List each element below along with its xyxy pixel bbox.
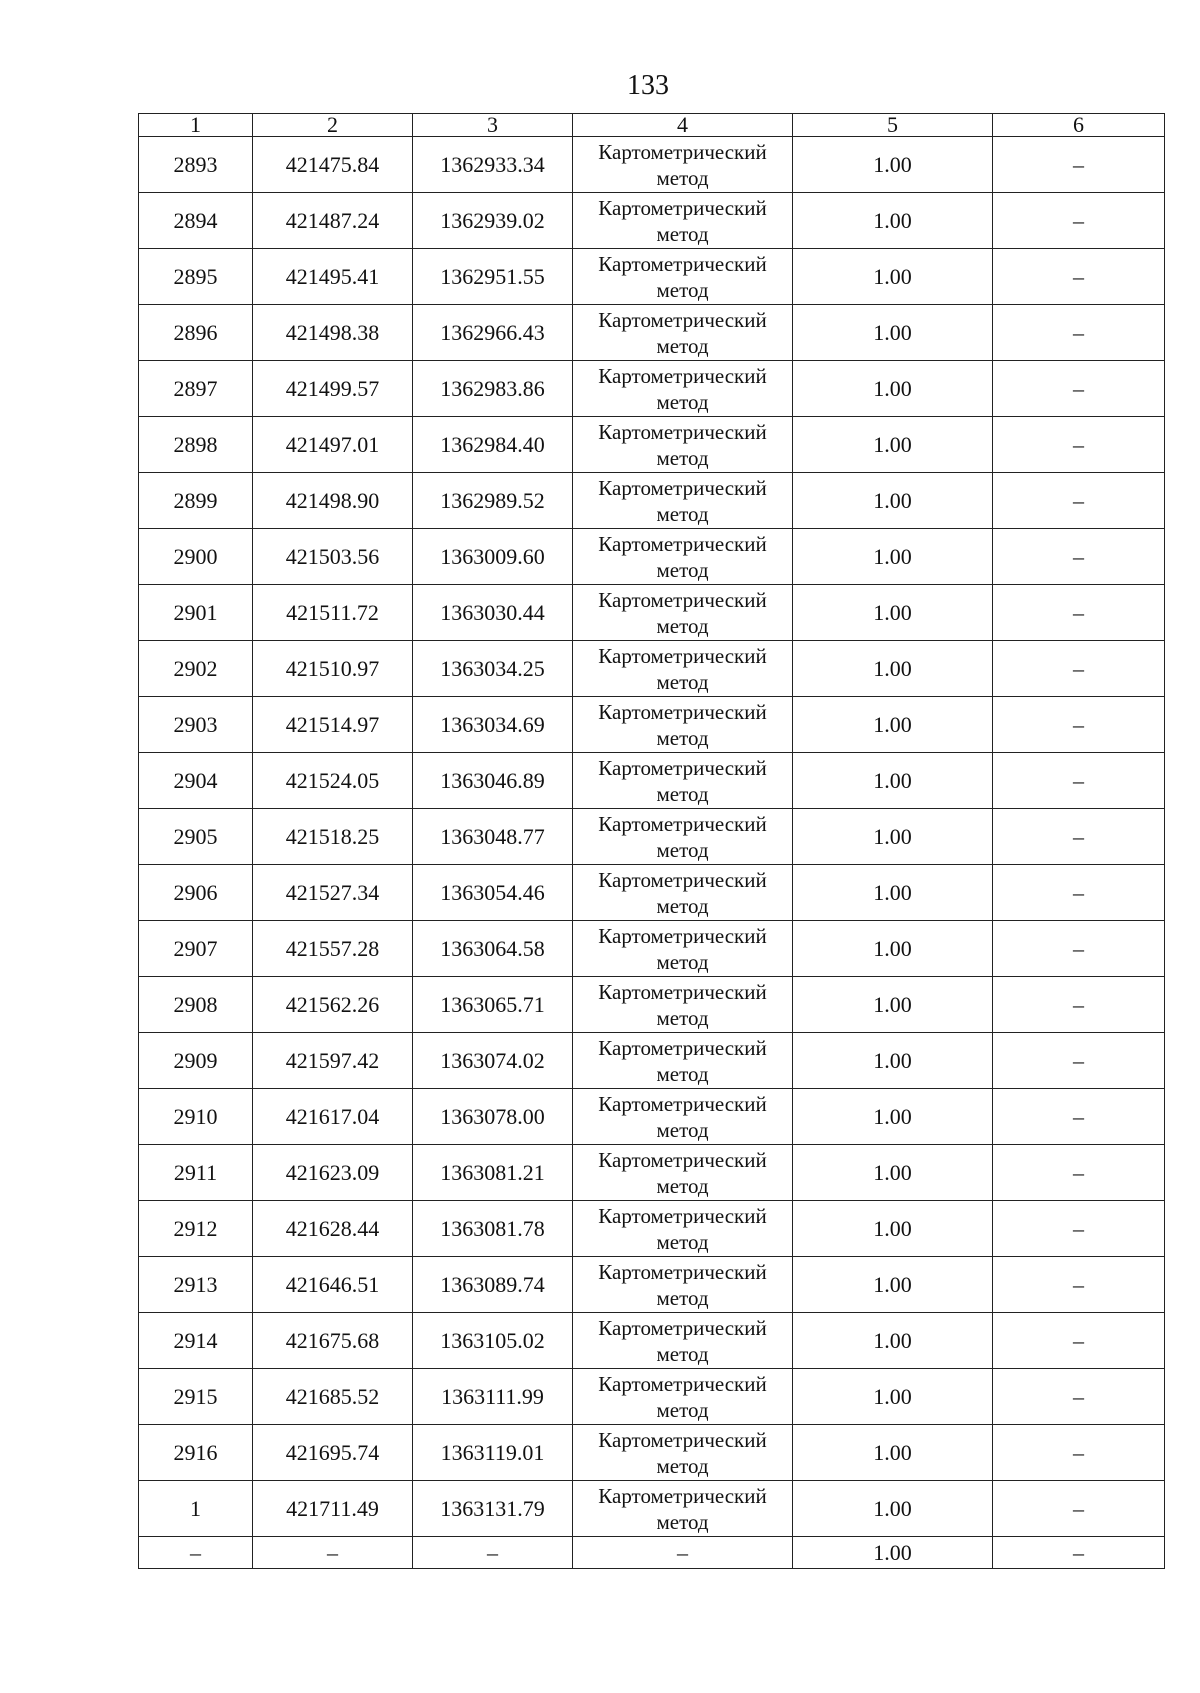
- x-coordinate-cell: 421695.74: [253, 1425, 413, 1481]
- table-row: [139, 249, 1165, 305]
- note-cell: –: [993, 697, 1165, 753]
- method-cell: [573, 1481, 793, 1537]
- x-coordinate-cell: 421514.97: [253, 697, 413, 753]
- note-cell: –: [993, 1425, 1165, 1481]
- x-coordinate-cell: 421557.28: [253, 921, 413, 977]
- point-number-cell: 2905: [139, 809, 253, 865]
- table-row: [139, 585, 1165, 641]
- table-row: [139, 865, 1165, 921]
- point-number-cell: 2915: [139, 1369, 253, 1425]
- y-coordinate-cell: 1363119.01: [413, 1425, 573, 1481]
- table-row: [139, 1033, 1165, 1089]
- y-coordinate-cell: 1363074.02: [413, 1033, 573, 1089]
- note-cell: –: [993, 473, 1165, 529]
- table-row: [139, 1089, 1165, 1145]
- table-row: [139, 137, 1165, 193]
- table-row: [139, 529, 1165, 585]
- x-coordinate-cell: 421562.26: [253, 977, 413, 1033]
- method-line: Картометрический: [598, 755, 767, 780]
- method-line: Картометрический: [598, 867, 767, 892]
- method-line: Картометрический: [598, 1315, 767, 1340]
- method-line: Картометрический: [598, 643, 767, 668]
- y-coordinate-cell: 1363089.74: [413, 1257, 573, 1313]
- table-row: [139, 1145, 1165, 1201]
- note-cell: –: [993, 1201, 1165, 1257]
- y-coordinate-cell: 1362933.34: [413, 137, 573, 193]
- note-cell: –: [993, 753, 1165, 809]
- accuracy-cell: 1.00: [793, 473, 993, 529]
- note-cell: –: [993, 977, 1165, 1033]
- method-line: метод: [656, 893, 709, 918]
- x-coordinate-cell: 421475.84: [253, 137, 413, 193]
- column-header: 1: [139, 114, 253, 137]
- coordinates-table: [138, 113, 1165, 1569]
- method-cell: [573, 865, 793, 921]
- method-cell: [573, 305, 793, 361]
- x-coordinate-cell: 421628.44: [253, 1201, 413, 1257]
- x-coordinate-cell: 421623.09: [253, 1145, 413, 1201]
- accuracy-cell: 1.00: [793, 1033, 993, 1089]
- method-line: метод: [656, 1229, 709, 1254]
- x-coordinate-cell: 421498.90: [253, 473, 413, 529]
- x-coordinate-cell: 421711.49: [253, 1481, 413, 1537]
- note-cell: –: [993, 1481, 1165, 1537]
- method-line: Картометрический: [598, 1203, 767, 1228]
- y-coordinate-cell: 1362951.55: [413, 249, 573, 305]
- method-line: метод: [656, 501, 709, 526]
- total-row: [139, 1537, 1165, 1569]
- accuracy-cell: 1.00: [793, 1257, 993, 1313]
- point-number-cell: 1: [139, 1481, 253, 1537]
- point-number-cell: 2913: [139, 1257, 253, 1313]
- y-coordinate-cell: 1363034.25: [413, 641, 573, 697]
- point-number-cell: 2914: [139, 1313, 253, 1369]
- method-cell: [573, 585, 793, 641]
- page-number: 133: [627, 70, 669, 101]
- method-line: метод: [656, 221, 709, 246]
- method-cell: [573, 1201, 793, 1257]
- note-cell: –: [993, 1369, 1165, 1425]
- method-line: Картометрический: [598, 195, 767, 220]
- x-coordinate-cell: 421597.42: [253, 1033, 413, 1089]
- accuracy-cell: 1.00: [793, 809, 993, 865]
- accuracy-cell: 1.00: [793, 1369, 993, 1425]
- table-row: [139, 1481, 1165, 1537]
- note-cell: –: [993, 1313, 1165, 1369]
- method-line: метод: [656, 389, 709, 414]
- x-coordinate-cell: 421646.51: [253, 1257, 413, 1313]
- table-row: [139, 1369, 1165, 1425]
- method-cell: [573, 361, 793, 417]
- point-number-cell: 2908: [139, 977, 253, 1033]
- table-row: [139, 753, 1165, 809]
- method-cell: [573, 1089, 793, 1145]
- x-coordinate-cell: 421527.34: [253, 865, 413, 921]
- x-coordinate-cell: 421685.52: [253, 1369, 413, 1425]
- method-line: Картометрический: [598, 1091, 767, 1116]
- table-row: [139, 1201, 1165, 1257]
- point-number-cell: 2906: [139, 865, 253, 921]
- point-number-cell: 2910: [139, 1089, 253, 1145]
- accuracy-cell: 1.00: [793, 249, 993, 305]
- x-coordinate-cell: 421518.25: [253, 809, 413, 865]
- accuracy-cell: 1.00: [793, 1089, 993, 1145]
- method-cell: [573, 1033, 793, 1089]
- accuracy-cell: 1.00: [793, 417, 993, 473]
- note-cell: –: [993, 921, 1165, 977]
- method-line: метод: [656, 1509, 709, 1534]
- method-line: Картометрический: [598, 363, 767, 388]
- method-line: Картометрический: [598, 139, 767, 164]
- method-line: Картометрический: [598, 1371, 767, 1396]
- note-cell: –: [993, 305, 1165, 361]
- method-line: метод: [656, 333, 709, 358]
- method-cell: [573, 137, 793, 193]
- method-cell: [573, 641, 793, 697]
- point-number-cell: 2894: [139, 193, 253, 249]
- accuracy-cell: 1.00: [793, 1145, 993, 1201]
- note-cell: –: [993, 137, 1165, 193]
- method-line: метод: [656, 1341, 709, 1366]
- method-cell: [573, 193, 793, 249]
- method-line: метод: [656, 557, 709, 582]
- accuracy-cell: 1.00: [793, 361, 993, 417]
- point-number-cell: 2912: [139, 1201, 253, 1257]
- table-row: [139, 977, 1165, 1033]
- y-coordinate-cell: 1362984.40: [413, 417, 573, 473]
- y-coordinate-cell: 1363081.21: [413, 1145, 573, 1201]
- table-row: [139, 1425, 1165, 1481]
- y-coordinate-cell: 1363105.02: [413, 1313, 573, 1369]
- method-line: метод: [656, 1005, 709, 1030]
- y-coordinate-cell: 1363078.00: [413, 1089, 573, 1145]
- x-coordinate-cell: 421510.97: [253, 641, 413, 697]
- note-cell: –: [993, 417, 1165, 473]
- x-coordinate-cell: 421497.01: [253, 417, 413, 473]
- accuracy-cell: 1.00: [793, 921, 993, 977]
- y-coordinate-cell: 1363054.46: [413, 865, 573, 921]
- accuracy-cell: 1.00: [793, 697, 993, 753]
- method-line: Картометрический: [598, 419, 767, 444]
- note-cell: –: [993, 1089, 1165, 1145]
- y-coordinate-cell: 1363046.89: [413, 753, 573, 809]
- method-line: метод: [656, 613, 709, 638]
- total-cell: –: [993, 1537, 1165, 1569]
- x-coordinate-cell: 421487.24: [253, 193, 413, 249]
- table-row: [139, 305, 1165, 361]
- accuracy-cell: 1.00: [793, 1201, 993, 1257]
- method-cell: [573, 977, 793, 1033]
- method-line: метод: [656, 165, 709, 190]
- y-coordinate-cell: 1363081.78: [413, 1201, 573, 1257]
- note-cell: –: [993, 585, 1165, 641]
- header-row: [139, 114, 1165, 137]
- method-line: метод: [656, 1397, 709, 1422]
- note-cell: –: [993, 865, 1165, 921]
- method-line: метод: [656, 277, 709, 302]
- method-line: Картометрический: [598, 587, 767, 612]
- y-coordinate-cell: 1363064.58: [413, 921, 573, 977]
- y-coordinate-cell: 1362983.86: [413, 361, 573, 417]
- y-coordinate-cell: 1362966.43: [413, 305, 573, 361]
- method-cell: [573, 529, 793, 585]
- point-number-cell: 2911: [139, 1145, 253, 1201]
- note-cell: –: [993, 249, 1165, 305]
- x-coordinate-cell: 421503.56: [253, 529, 413, 585]
- note-cell: –: [993, 193, 1165, 249]
- note-cell: –: [993, 1033, 1165, 1089]
- method-cell: [573, 1425, 793, 1481]
- y-coordinate-cell: 1362939.02: [413, 193, 573, 249]
- method-line: метод: [656, 669, 709, 694]
- method-line: Картометрический: [598, 811, 767, 836]
- x-coordinate-cell: 421498.38: [253, 305, 413, 361]
- table-row: [139, 1313, 1165, 1369]
- accuracy-cell: 1.00: [793, 305, 993, 361]
- method-cell: [573, 809, 793, 865]
- x-coordinate-cell: 421524.05: [253, 753, 413, 809]
- x-coordinate-cell: 421511.72: [253, 585, 413, 641]
- note-cell: –: [993, 529, 1165, 585]
- note-cell: –: [993, 1145, 1165, 1201]
- point-number-cell: 2896: [139, 305, 253, 361]
- method-line: Картометрический: [598, 1427, 767, 1452]
- column-header: 3: [413, 114, 573, 137]
- point-number-cell: 2916: [139, 1425, 253, 1481]
- y-coordinate-cell: 1362989.52: [413, 473, 573, 529]
- table-row: [139, 361, 1165, 417]
- point-number-cell: 2902: [139, 641, 253, 697]
- method-line: Картометрический: [598, 923, 767, 948]
- point-number-cell: 2909: [139, 1033, 253, 1089]
- method-cell: [573, 249, 793, 305]
- table-row: [139, 697, 1165, 753]
- method-line: метод: [656, 725, 709, 750]
- method-cell: [573, 697, 793, 753]
- note-cell: –: [993, 1257, 1165, 1313]
- point-number-cell: 2898: [139, 417, 253, 473]
- method-line: Картометрический: [598, 1259, 767, 1284]
- table-row: [139, 473, 1165, 529]
- method-line: метод: [656, 1453, 709, 1478]
- method-cell: [573, 1369, 793, 1425]
- method-cell: [573, 1145, 793, 1201]
- method-line: Картометрический: [598, 1147, 767, 1172]
- method-line: Картометрический: [598, 531, 767, 556]
- column-header: 2: [253, 114, 413, 137]
- accuracy-cell: 1.00: [793, 641, 993, 697]
- total-cell: –: [413, 1537, 573, 1569]
- accuracy-cell: 1.00: [793, 137, 993, 193]
- column-header: 4: [573, 114, 793, 137]
- method-line: метод: [656, 781, 709, 806]
- accuracy-cell: 1.00: [793, 193, 993, 249]
- table-row: [139, 921, 1165, 977]
- x-coordinate-cell: 421499.57: [253, 361, 413, 417]
- accuracy-cell: 1.00: [793, 1425, 993, 1481]
- y-coordinate-cell: 1363030.44: [413, 585, 573, 641]
- accuracy-cell: 1.00: [793, 753, 993, 809]
- column-header: 6: [993, 114, 1165, 137]
- accuracy-cell: 1.00: [793, 1481, 993, 1537]
- table-row: [139, 1257, 1165, 1313]
- point-number-cell: 2900: [139, 529, 253, 585]
- method-line: метод: [656, 445, 709, 470]
- method-cell: [573, 473, 793, 529]
- method-cell: [573, 921, 793, 977]
- total-cell: –: [139, 1537, 253, 1569]
- note-cell: –: [993, 361, 1165, 417]
- accuracy-cell: 1.00: [793, 585, 993, 641]
- method-line: Картометрический: [598, 307, 767, 332]
- point-number-cell: 2904: [139, 753, 253, 809]
- accuracy-cell: 1.00: [793, 865, 993, 921]
- point-number-cell: 2907: [139, 921, 253, 977]
- point-number-cell: 2903: [139, 697, 253, 753]
- method-line: метод: [656, 1173, 709, 1198]
- method-cell: [573, 1313, 793, 1369]
- point-number-cell: 2893: [139, 137, 253, 193]
- method-line: метод: [656, 1061, 709, 1086]
- method-line: метод: [656, 837, 709, 862]
- y-coordinate-cell: 1363065.71: [413, 977, 573, 1033]
- method-line: Картометрический: [598, 979, 767, 1004]
- method-line: метод: [656, 1285, 709, 1310]
- method-line: Картометрический: [598, 699, 767, 724]
- total-cell: –: [253, 1537, 413, 1569]
- accuracy-cell: 1.00: [793, 1313, 993, 1369]
- table-row: [139, 417, 1165, 473]
- total-cell: –: [573, 1537, 793, 1569]
- method-line: Картометрический: [598, 251, 767, 276]
- table-row: [139, 193, 1165, 249]
- method-line: метод: [656, 1117, 709, 1142]
- method-cell: [573, 1257, 793, 1313]
- method-line: Картометрический: [598, 1035, 767, 1060]
- y-coordinate-cell: 1363111.99: [413, 1369, 573, 1425]
- x-coordinate-cell: 421675.68: [253, 1313, 413, 1369]
- table-row: [139, 641, 1165, 697]
- method-line: Картометрический: [598, 475, 767, 500]
- point-number-cell: 2895: [139, 249, 253, 305]
- note-cell: –: [993, 809, 1165, 865]
- point-number-cell: 2901: [139, 585, 253, 641]
- y-coordinate-cell: 1363131.79: [413, 1481, 573, 1537]
- y-coordinate-cell: 1363034.69: [413, 697, 573, 753]
- total-cell: 1.00: [793, 1537, 993, 1569]
- column-header: 5: [793, 114, 993, 137]
- y-coordinate-cell: 1363009.60: [413, 529, 573, 585]
- method-line: метод: [656, 949, 709, 974]
- y-coordinate-cell: 1363048.77: [413, 809, 573, 865]
- x-coordinate-cell: 421495.41: [253, 249, 413, 305]
- point-number-cell: 2897: [139, 361, 253, 417]
- table-row: [139, 809, 1165, 865]
- method-cell: [573, 753, 793, 809]
- x-coordinate-cell: 421617.04: [253, 1089, 413, 1145]
- point-number-cell: 2899: [139, 473, 253, 529]
- accuracy-cell: 1.00: [793, 977, 993, 1033]
- method-line: Картометрический: [598, 1483, 767, 1508]
- accuracy-cell: 1.00: [793, 529, 993, 585]
- note-cell: –: [993, 641, 1165, 697]
- method-cell: [573, 417, 793, 473]
